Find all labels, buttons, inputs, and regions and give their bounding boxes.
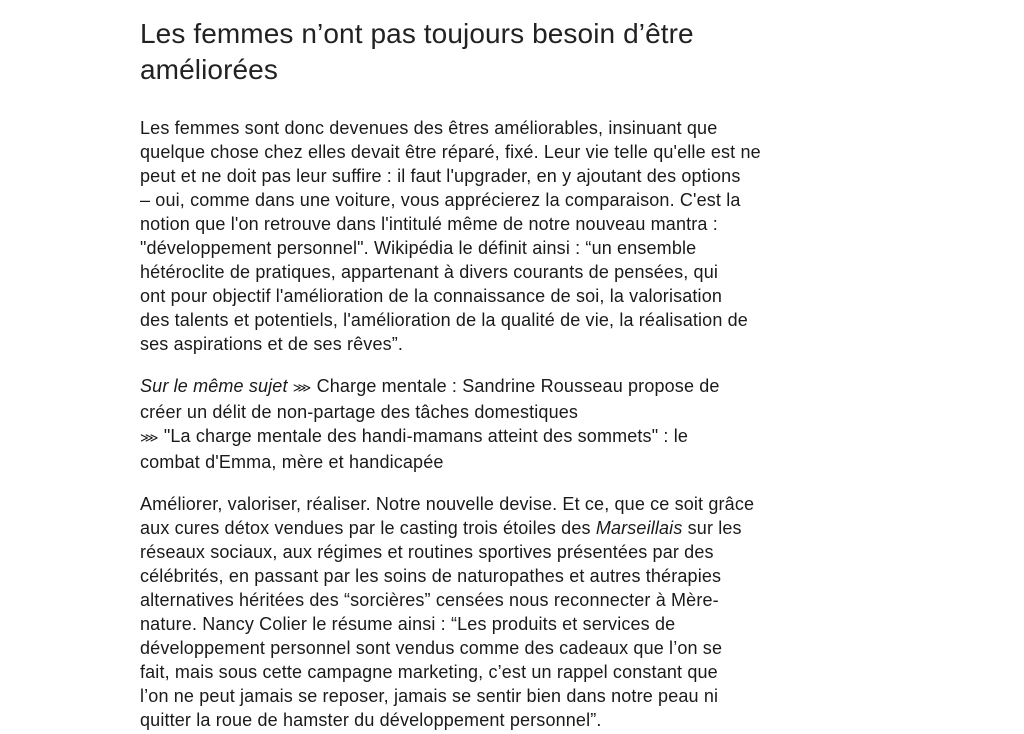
- related-articles: [140, 374, 820, 474]
- section-heading: [140, 16, 820, 88]
- heading-line: améliorées: [140, 54, 278, 85]
- text-line: nature. Nancy Colier le résume ainsi : “Les produits et services de: [140, 614, 676, 634]
- text-line: notion que l'on retrouve dans l'intitulé même de notre nouveau mantra :: [140, 214, 718, 234]
- arrow-icon: ⋙: [292, 380, 312, 395]
- text-segment: aux cures détox vendues par le casting trois étoiles des: [140, 518, 596, 538]
- arrow-icon: ⋙: [140, 430, 159, 445]
- text-line: quitter la roue de hamster du développement personnel”.: [140, 710, 602, 730]
- text-line: ses aspirations et de ses rêves”.: [140, 334, 404, 354]
- heading-line: Les femmes n’ont pas toujours besoin d’être: [140, 18, 694, 49]
- text-line: hétéroclite de pratiques, appartenant à divers courants de pensées, qui: [140, 262, 719, 282]
- text-line: [140, 516, 820, 540]
- text-segment: sur les: [682, 518, 742, 538]
- emphasis-marseillais: Marseillais: [595, 518, 683, 538]
- text-line: Améliorer, valoriser, réaliser. Notre nouvelle devise. Et ce, que ce soit grâce: [140, 494, 755, 514]
- text-line: fait, mais sous cette campagne marketing, c’est un rappel constant que: [140, 662, 718, 682]
- related-label: Sur le même sujet: [140, 376, 288, 396]
- related-link-charge-mentale[interactable]: Charge mentale : Sandrine Rousseau propose de: [316, 376, 720, 396]
- paragraph-intro: [140, 116, 820, 356]
- text-line: ont pour objectif l'amélioration de la connaissance de soi, la valorisation: [140, 286, 723, 306]
- text-line: peut et ne doit pas leur suffire : il faut l'upgrader, en y ajoutant des options: [140, 166, 741, 186]
- text-line: alternatives héritées des “sorcières” censées nous reconnecter à Mère-: [140, 590, 719, 610]
- article: [140, 16, 820, 732]
- text-line: des talents et potentiels, l'amélioration de la qualité de vie, la réalisation de: [140, 310, 748, 330]
- related-link-handi-mamans-cont[interactable]: combat d'Emma, mère et handicapée: [140, 452, 444, 472]
- text-line: réseaux sociaux, aux régimes et routines sportives présentées par des: [140, 542, 714, 562]
- text-line: célébrités, en passant par les soins de naturopathes et autres thérapies: [140, 566, 722, 586]
- text-line: "développement personnel". Wikipédia le définit ainsi : “un ensemble: [140, 238, 697, 258]
- text-line: l’on ne peut jamais se reposer, jamais se sentir bien dans notre peau ni: [140, 686, 719, 706]
- related-link-charge-mentale-cont[interactable]: créer un délit de non-partage des tâches domestiques: [140, 402, 579, 422]
- text-line: – oui, comme dans une voiture, vous apprécierez la comparaison. C'est la: [140, 190, 741, 210]
- text-line: Les femmes sont donc devenues des êtres améliorables, insinuant que: [140, 118, 718, 138]
- text-line: développement personnel sont vendus comme des cadeaux que l’on se: [140, 638, 723, 658]
- paragraph-ameliorer: [140, 492, 820, 732]
- text-line: quelque chose chez elles devait être réparé, fixé. Leur vie telle qu'elle est ne: [140, 142, 761, 162]
- related-link-handi-mamans[interactable]: "La charge mentale des handi-mamans atteint des sommets" : le: [163, 426, 689, 446]
